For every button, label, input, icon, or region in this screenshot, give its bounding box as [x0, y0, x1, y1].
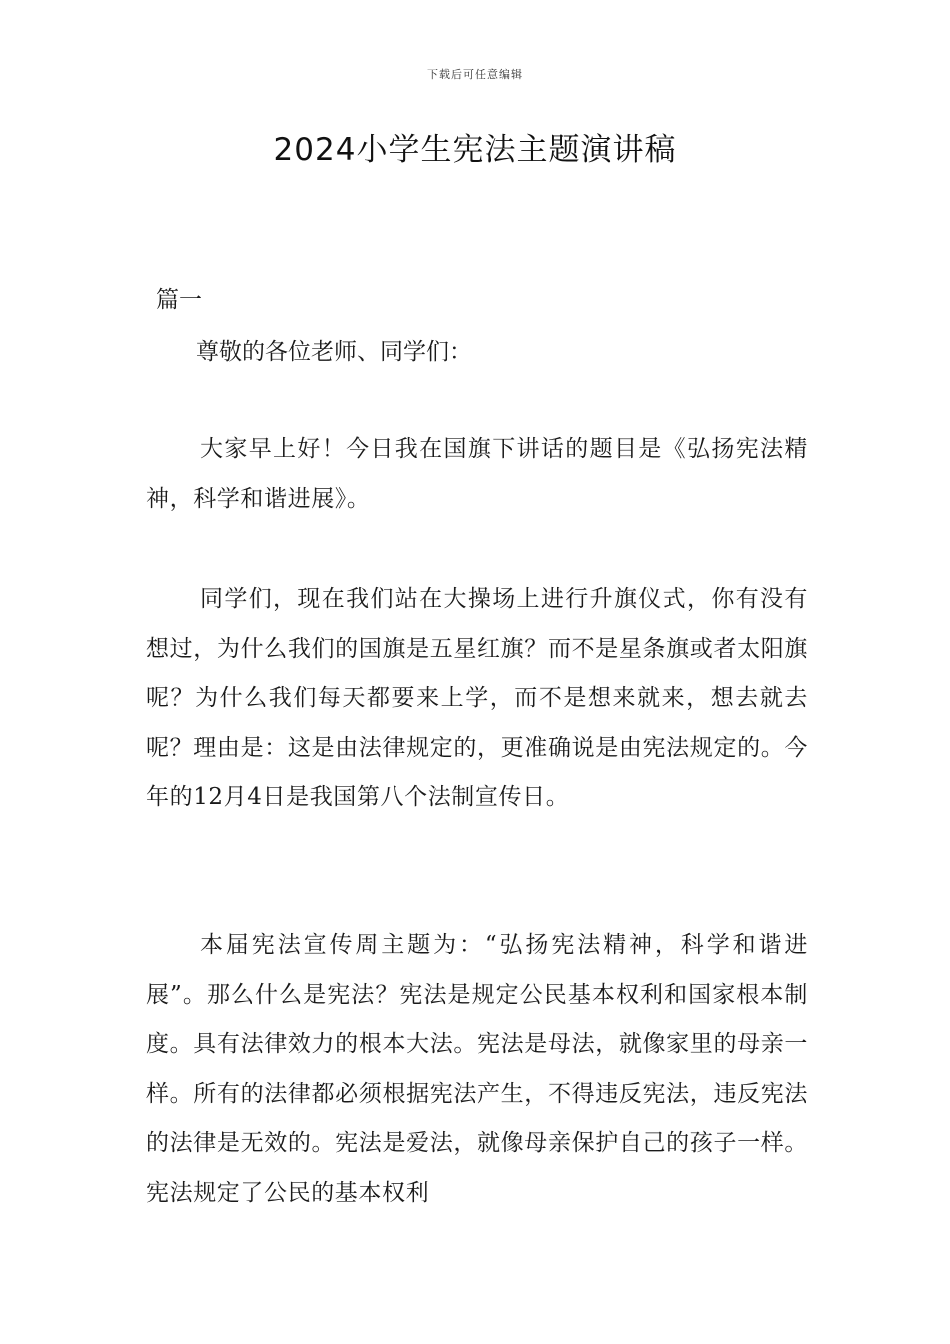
header-note: 下载后可任意编辑 — [427, 68, 523, 81]
paragraph: 本届宪法宣传周主题为：“弘扬宪法精神，科学和谐进展”。那么什么是宪法？宪法是规定公民基本权利和国家根本制度。具有法律效力的根本大法。宪法是母法，就像家里的母亲一样。所有的法律都必须根据宪法产生，不得违反宪法，违反宪法的法律是无效的。宪法是爱法，就像母亲保护自己的孩子一样。宪法规定了公民的基本权利 — [146, 932, 808, 1206]
document-title: 2024小学生宪法主题演讲稿 — [273, 132, 677, 168]
paragraph: 同学们，现在我们站在大操场上进行升旗仪式，你有没有想过，为什么我们的国旗是五星红旗？而不是星条旗或者太阳旗呢？为什么我们每天都要来上学，而不是想来就来，想去就去呢？理由是：这是由法律规定的，更准确说是由宪法规定的。今年的12月4日是我国第八个法制宣传日。 — [146, 586, 808, 811]
paragraph: 大家早上好！今日我在国旗下讲话的题目是《弘扬宪法精神，科学和谐进展》。 — [146, 436, 808, 512]
section-label: 篇一 — [156, 287, 202, 313]
greeting-line: 尊敬的各位老师、同学们： — [196, 339, 472, 365]
